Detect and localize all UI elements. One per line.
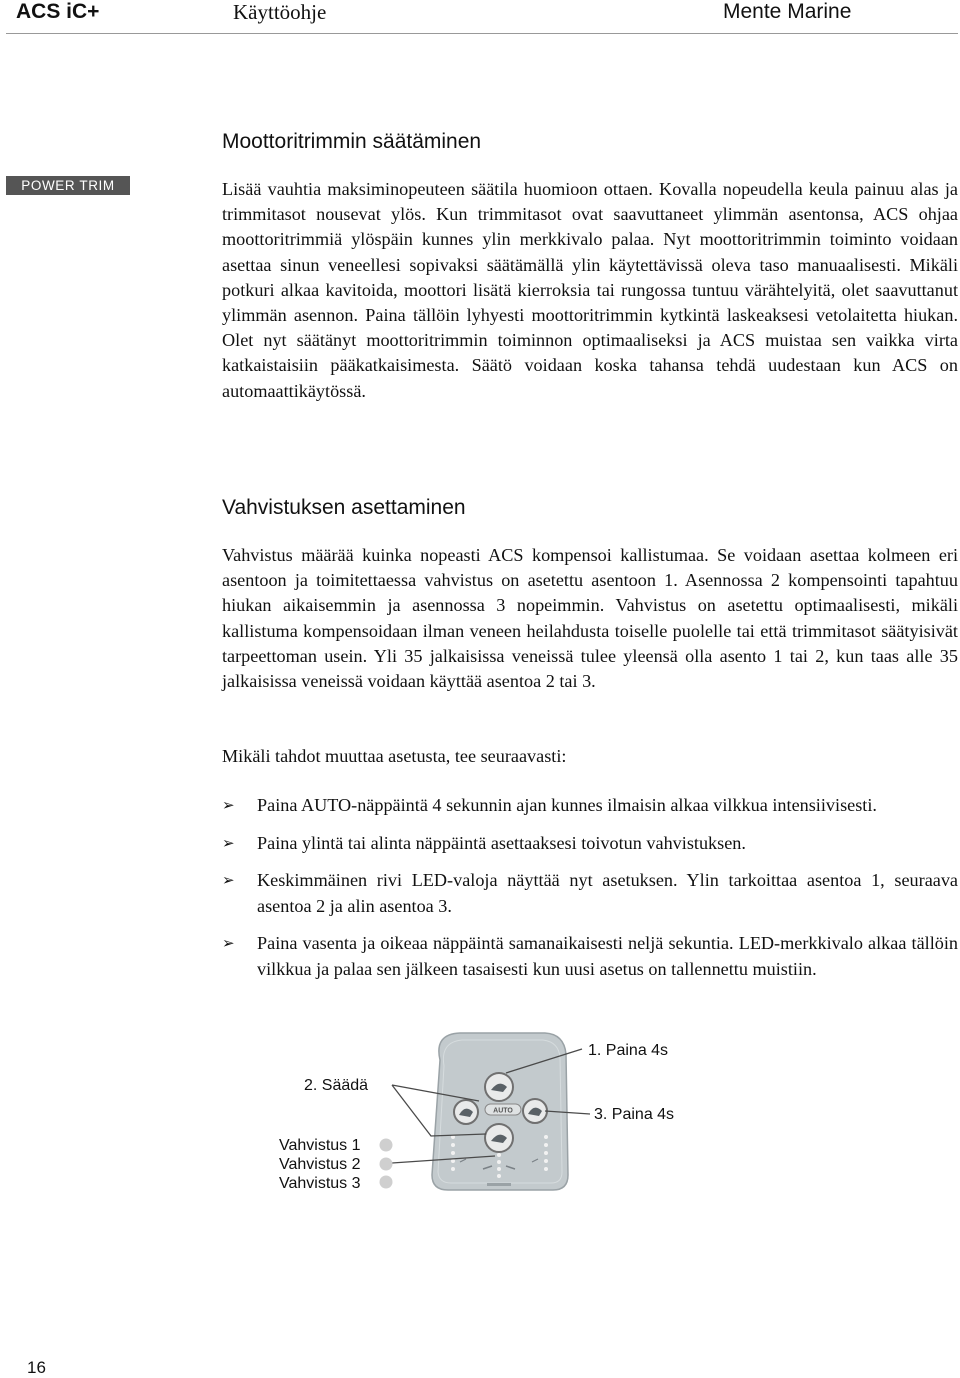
steps-intro: Mikäli tahdot muuttaa asetusta, tee seuraavasti: <box>222 746 567 766</box>
header-company: Mente Marine <box>723 0 852 23</box>
section-title-power-trim: Moottoritrimmin säätäminen <box>222 130 482 153</box>
list-item <box>222 931 958 981</box>
section-title-gain: Vahvistuksen asettaminen <box>222 496 466 519</box>
label-press-3: 3. Paina 4s <box>594 1106 675 1123</box>
label-press-1: 1. Paina 4s <box>588 1042 669 1059</box>
arrow-bullet-icon: ➢ <box>222 833 235 852</box>
control-panel-figure <box>270 1030 710 1200</box>
label-gain-3: Vahvistus 3 <box>279 1175 361 1192</box>
step-text: Keskimmäinen rivi LED-valoja näyttää nyt asetuksen. Ylin tarkoittaa asentoa 1, seuraava asentoa 2 ja alin asentoa 3. <box>257 870 958 916</box>
section-body-gain: Vahvistus määrää kuinka nopeasti ACS kompensoi kallistumaa. Se voidaan asettaa kolmeen eri asentoon ja toimitettaessa vahvistus on asetettu asentoon 1. Asennossa 2 kompensointi tapahtuu hiukan aikaisemmin ja asennossa 3 nopeimmin. Vahvistus on asetettu optimaalisesti, mikäli kallistuma kompensoidaan ilman veneen heilahdusta toiselle puolelle tai että trimmitasot säätyisivät tarpeettoman usein. Yli 35 jalkaisissa veneissä tulee yleensä olla asento 1 tai 2, kun taas alle 35 jalkaisissa veneissä voidaan käyttää asentoa 2 tai 3. <box>222 545 958 692</box>
header-rule <box>6 33 958 34</box>
page-number: 16 <box>27 1358 46 1377</box>
step-text: Paina ylintä tai alinta näppäintä asettaaksesi toivotun vahvistuksen. <box>257 832 746 853</box>
list-item <box>222 868 958 918</box>
header-product: ACS iC+ <box>16 0 100 23</box>
led-gain-2 <box>380 1158 393 1171</box>
list-item <box>222 831 958 856</box>
list-item <box>222 793 958 818</box>
arrow-bullet-icon: ➢ <box>222 871 235 890</box>
steps-list <box>222 793 958 982</box>
auto-key-label: AUTO <box>493 1107 513 1115</box>
page-header <box>0 0 960 34</box>
label-gain-2: Vahvistus 2 <box>279 1156 361 1173</box>
led-gain-1 <box>380 1139 393 1152</box>
label-gain-1: Vahvistus 1 <box>279 1137 361 1154</box>
step-text: Paina vasenta ja oikeaa näppäintä samanaikaisesti neljä sekuntia. LED-merkkivalo alkaa tällöin vilkkua ja palaa sen jälkeen tasaisesti kun uusi asetus on tallennettu muistiin. <box>257 933 958 979</box>
arrow-bullet-icon: ➢ <box>222 934 235 953</box>
section-body-power-trim: Lisää vauhtia maksiminopeuteen säätila huomioon ottaen. Kovalla nopeudella keula painuu alas ja trimmitasot nousevat ylös. Kun trimmitasot ovat saavuttaneet ylimmän asentonsa, ACS ohjaa moottoritrimmiä ylöspäin kunnes ylin merkkivalo palaa. Nyt moottoritrimmin toiminto voidaan asettaa sinun veneellesi sopivaksi säätämällä ylin käytettävissä oleva taso manuaalisesti. Mikäli potkuri alkaa kavitoida, moottori lisätä kierroksia tai rungossa tuntuu värähtelyitä, olet saavuttanut ylimmän asennon. Paina tällöin lyhyesti moottoritrimmin kytkintä laskeaksesi vetolaitetta hiukan. Olet nyt säätänyt moottoritrimmin toiminnon optimaaliseksi ja ACS muistaa sen vaikka virta katkaistaisiin pääkatkaisimesta. Säätö voidaan koska tahansa tehdä uudestaan kun ACS on automaattikäytössä. <box>222 179 958 401</box>
arrow-bullet-icon: ➢ <box>222 796 235 814</box>
logo-mark <box>487 1183 511 1186</box>
header-doc-type: Käyttöohje <box>233 0 327 24</box>
side-badge: POWER TRIM <box>6 176 130 195</box>
label-adjust: 2. Säädä <box>304 1077 369 1094</box>
led-gain-3 <box>380 1176 393 1189</box>
step-text: Paina AUTO-näppäintä 4 sekunnin ajan kunnes ilmaisin alkaa vilkkua intensiivisesti. <box>257 795 877 815</box>
